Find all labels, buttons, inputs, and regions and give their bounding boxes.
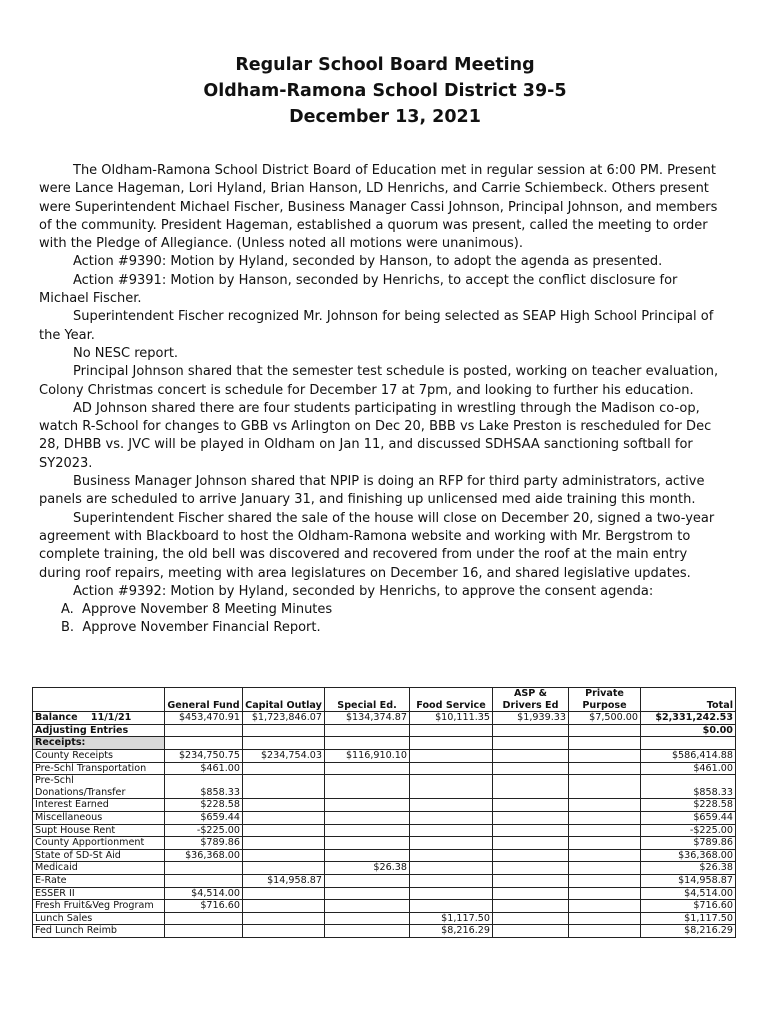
minutes-paragraph: Action #9390: Motion by Hyland, seconded by Hanson, to adopt the agenda as presented. <box>73 254 663 270</box>
amount-cell <box>493 762 569 775</box>
amount-cell <box>410 724 493 737</box>
table-row <box>33 811 736 824</box>
amount-cell: $14,958.87 <box>641 874 736 887</box>
consent-item: A. Approve November 8 Meeting Minutes <box>61 602 333 618</box>
amount-cell <box>493 874 569 887</box>
amount-cell <box>569 775 641 799</box>
table-row <box>33 824 736 837</box>
amount-cell <box>410 762 493 775</box>
amount-cell <box>410 900 493 913</box>
amount-cell: $116,910.10 <box>325 749 410 762</box>
amount-cell <box>493 775 569 799</box>
amount-cell: $858.33 <box>165 775 243 799</box>
table-row <box>33 849 736 862</box>
amount-cell <box>243 900 325 913</box>
amount-cell <box>569 724 641 737</box>
amount-cell: -$225.00 <box>165 824 243 837</box>
minutes-body <box>39 162 729 638</box>
amount-cell <box>569 925 641 938</box>
amount-cell <box>410 887 493 900</box>
table-row <box>33 724 736 737</box>
amount-cell <box>243 724 325 737</box>
amount-cell <box>243 799 325 812</box>
amount-cell: $228.58 <box>641 799 736 812</box>
amount-cell <box>493 811 569 824</box>
amount-cell <box>641 737 736 750</box>
amount-cell <box>569 849 641 862</box>
row-label: Medicaid <box>33 862 165 875</box>
amount-cell <box>165 737 243 750</box>
amount-cell <box>493 862 569 875</box>
amount-cell: -$225.00 <box>641 824 736 837</box>
amount-cell: $1,117.50 <box>410 912 493 925</box>
amount-cell <box>569 874 641 887</box>
amount-cell <box>493 824 569 837</box>
table-row <box>33 749 736 762</box>
amount-cell: $8,216.29 <box>410 925 493 938</box>
amount-cell <box>493 925 569 938</box>
amount-cell <box>243 824 325 837</box>
financial-report <box>32 687 735 938</box>
amount-cell <box>243 862 325 875</box>
amount-cell: $14,958.87 <box>243 874 325 887</box>
table-row <box>33 837 736 850</box>
title-block <box>0 52 770 130</box>
row-label: Adjusting Entries <box>33 724 165 737</box>
amount-cell <box>325 912 410 925</box>
amount-cell <box>569 887 641 900</box>
amount-cell: $659.44 <box>165 811 243 824</box>
amount-cell: $858.33 <box>641 775 736 799</box>
amount-cell <box>325 775 410 799</box>
amount-cell <box>325 737 410 750</box>
table-row <box>33 887 736 900</box>
row-label: Receipts: <box>33 737 165 750</box>
amount-cell <box>165 925 243 938</box>
amount-cell <box>243 775 325 799</box>
amount-cell: $36,368.00 <box>641 849 736 862</box>
amount-cell <box>243 837 325 850</box>
amount-cell: $26.38 <box>641 862 736 875</box>
amount-cell <box>493 837 569 850</box>
amount-cell <box>569 749 641 762</box>
amount-cell <box>493 849 569 862</box>
amount-cell: $586,414.88 <box>641 749 736 762</box>
amount-cell <box>493 900 569 913</box>
amount-cell <box>243 849 325 862</box>
meeting-title: Regular School Board Meeting <box>235 55 535 75</box>
amount-cell: $659.44 <box>641 811 736 824</box>
amount-cell: $716.60 <box>641 900 736 913</box>
amount-cell <box>325 762 410 775</box>
amount-cell <box>325 849 410 862</box>
district-name: Oldham-Ramona School District 39-5 <box>203 81 567 101</box>
row-label: Fed Lunch Reimb <box>33 925 165 938</box>
amount-cell <box>493 912 569 925</box>
amount-cell: $1,939.33 <box>493 712 569 725</box>
amount-cell <box>165 912 243 925</box>
consent-item: B. Approve November Financial Report. <box>61 620 321 636</box>
amount-cell: $26.38 <box>325 862 410 875</box>
amount-cell <box>325 900 410 913</box>
amount-cell <box>493 799 569 812</box>
column-header: General Fund <box>165 688 243 712</box>
amount-cell: $10,111.35 <box>410 712 493 725</box>
amount-cell <box>410 811 493 824</box>
row-label: Pre-Schl Transportation <box>33 762 165 775</box>
minutes-paragraph: The Oldham-Ramona School District Board of Education met in regular session at 6:00 PM. Present were Lance Hageman, Lori Hyland, Brian Hanson, LD Henrichs, and Carrie Schiembeck. Others present were Superintendent Michael Fischer, Business Manager Cassi Johnson, Principal Johnson, and members of the community. President Hageman, established a quorum was present, called the meeting to order with the Pledge of Allegiance. (Unless noted all motions were unanimous). <box>39 163 718 252</box>
amount-cell: $1,723,846.07 <box>243 712 325 725</box>
amount-cell <box>569 799 641 812</box>
amount-cell <box>569 737 641 750</box>
amount-cell <box>410 874 493 887</box>
minutes-paragraph: Principal Johnson shared that the semester test schedule is posted, working on teacher evaluation, Colony Christmas concert is schedule for December 17 at 7pm, and looking to further his education. <box>39 364 719 398</box>
amount-cell <box>569 912 641 925</box>
table-row <box>33 925 736 938</box>
table-row <box>33 900 736 913</box>
column-header: ASP & Drivers Ed <box>493 688 569 712</box>
amount-cell: $2,331,242.53 <box>641 712 736 725</box>
amount-cell <box>569 824 641 837</box>
amount-cell: $716.60 <box>165 900 243 913</box>
amount-cell: $789.86 <box>641 837 736 850</box>
amount-cell: $1,117.50 <box>641 912 736 925</box>
minutes-paragraph: Superintendent Fischer recognized Mr. Johnson for being selected as SEAP High School Principal of the Year. <box>39 309 714 343</box>
row-label: Interest Earned <box>33 799 165 812</box>
row-label: Pre-Schl Donations/Transfer <box>33 775 165 799</box>
amount-cell <box>243 737 325 750</box>
amount-cell <box>493 737 569 750</box>
amount-cell <box>410 737 493 750</box>
amount-cell <box>493 749 569 762</box>
amount-cell <box>410 849 493 862</box>
amount-cell <box>325 887 410 900</box>
amount-cell <box>325 824 410 837</box>
amount-cell <box>410 775 493 799</box>
table-body <box>33 712 736 938</box>
amount-cell <box>325 837 410 850</box>
minutes-paragraph: AD Johnson shared there are four students participating in wrestling through the Madison co-op, watch R-School for changes to GBB vs Arlington on Dec 20, BBB vs Lake Preston is rescheduled for Dec 28, DHBB vs. JVC will be played in Oldham on Jan 11, and discussed SDHSAA sanctioning softball for SY2023. <box>39 400 712 471</box>
amount-cell <box>410 862 493 875</box>
minutes-paragraph: Action #9392: Motion by Hyland, seconded by Henrichs, to approve the consent agenda: <box>73 583 654 599</box>
amount-cell <box>410 837 493 850</box>
amount-cell: $234,750.75 <box>165 749 243 762</box>
row-label: County Apportionment <box>33 837 165 850</box>
amount-cell <box>325 874 410 887</box>
amount-cell <box>569 862 641 875</box>
row-label: ESSER II <box>33 887 165 900</box>
amount-cell: $461.00 <box>165 762 243 775</box>
column-header: Food Service <box>410 688 493 712</box>
column-header: Total <box>641 688 736 712</box>
financial-table <box>32 687 736 938</box>
amount-cell <box>569 811 641 824</box>
amount-cell <box>243 762 325 775</box>
table-row <box>33 762 736 775</box>
amount-cell <box>243 811 325 824</box>
table-row <box>33 775 736 799</box>
row-label: Lunch Sales <box>33 912 165 925</box>
amount-cell <box>243 925 325 938</box>
table-row <box>33 862 736 875</box>
amount-cell <box>410 799 493 812</box>
table-row <box>33 799 736 812</box>
amount-cell: $0.00 <box>641 724 736 737</box>
amount-cell: $228.58 <box>165 799 243 812</box>
amount-cell: $453,470.91 <box>165 712 243 725</box>
amount-cell <box>325 811 410 824</box>
amount-cell: $789.86 <box>165 837 243 850</box>
table-row <box>33 874 736 887</box>
amount-cell <box>493 724 569 737</box>
amount-cell: $461.00 <box>641 762 736 775</box>
row-label: Miscellaneous <box>33 811 165 824</box>
amount-cell: $36,368.00 <box>165 849 243 862</box>
minutes-paragraph: Action #9391: Motion by Hanson, seconded by Henrichs, to accept the conflict disclosure for Michael Fischer. <box>39 272 678 307</box>
amount-cell <box>493 887 569 900</box>
amount-cell <box>569 762 641 775</box>
amount-cell <box>243 912 325 925</box>
minutes-paragraph: Superintendent Fischer shared the sale of the house will close on December 20, signed a two-year agreement with Blackboard to host the Oldham-Ramona website and working with Mr. Bergstrom to complete training, the old bell was discovered and recovered from under the roof at the main entry during roof repairs, meeting with area legislatures on December 16, and shared legislative updates. <box>39 510 715 581</box>
amount-cell <box>325 724 410 737</box>
column-header: Capital Outlay <box>243 688 325 712</box>
amount-cell: $234,754.03 <box>243 749 325 762</box>
meeting-date: December 13, 2021 <box>289 107 481 127</box>
amount-cell: $7,500.00 <box>569 712 641 725</box>
row-label: Balance 11/1/21 <box>33 712 165 725</box>
amount-cell: $4,514.00 <box>165 887 243 900</box>
column-header: Special Ed. <box>325 688 410 712</box>
amount-cell <box>410 749 493 762</box>
table-row <box>33 737 736 750</box>
amount-cell: $4,514.00 <box>641 887 736 900</box>
amount-cell <box>325 925 410 938</box>
row-label: Supt House Rent <box>33 824 165 837</box>
amount-cell <box>165 874 243 887</box>
amount-cell: $134,374.87 <box>325 712 410 725</box>
amount-cell <box>243 887 325 900</box>
row-label: State of SD-St Aid <box>33 849 165 862</box>
column-header: Private Purpose <box>569 688 641 712</box>
minutes-paragraph: Business Manager Johnson shared that NPIP is doing an RFP for third party administrators, active panels are scheduled to arrive January 31, and finishing up unlicensed med aide training this month. <box>39 474 705 508</box>
table-header-row <box>33 688 736 712</box>
amount-cell <box>569 900 641 913</box>
table-row <box>33 712 736 725</box>
amount-cell: $8,216.29 <box>641 925 736 938</box>
row-label: County Receipts <box>33 749 165 762</box>
column-header <box>33 688 165 712</box>
table-row <box>33 912 736 925</box>
amount-cell <box>325 799 410 812</box>
minutes-paragraph: No NESC report. <box>73 345 179 361</box>
amount-cell <box>165 862 243 875</box>
amount-cell <box>165 724 243 737</box>
row-label: Fresh Fruit&Veg Program <box>33 900 165 913</box>
row-label: E-Rate <box>33 874 165 887</box>
amount-cell <box>410 824 493 837</box>
amount-cell <box>569 837 641 850</box>
